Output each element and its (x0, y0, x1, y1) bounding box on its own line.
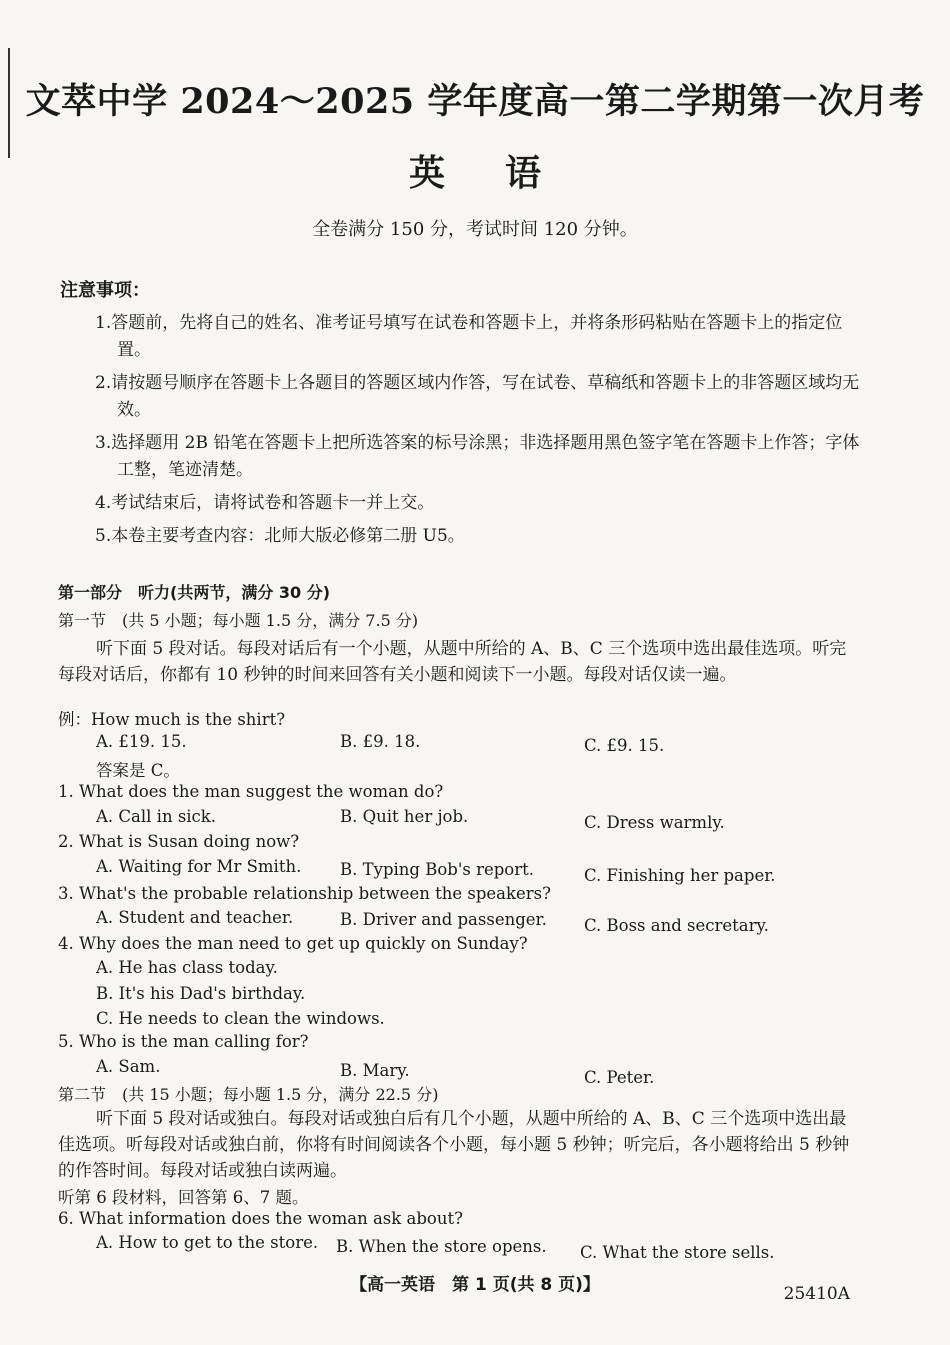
exam-info: 全卷满分 150 分，考试时间 120 分钟。 (312, 219, 638, 240)
notice-list (95, 310, 865, 556)
q6-option-b: B. When the store opens. (336, 1237, 547, 1256)
q1-option-a: A. Call in sick. (96, 807, 217, 826)
example-answer: 答案是 C。 (96, 761, 180, 780)
notice-item: 5.本卷主要考查内容：北师大版必修第二册 U5。 (95, 526, 465, 546)
exam-title: 文萃中学 2024～2025 学年度高一第二学期第一次月考 (25, 81, 925, 122)
q1-option-b: B. Quit her job. (340, 807, 469, 826)
q2-option-b: B. Typing Bob's report. (340, 860, 534, 879)
subject-title: 英语 (408, 153, 601, 194)
q3-option-c: C. Boss and secretary. (584, 916, 769, 935)
q5-option-c: C. Peter. (584, 1068, 655, 1087)
section2-instructions: 听下面 5 段对话或独白。每段对话或独白后有几个小题，从题中所给的 A、B、C 三个选项中选出最佳选项。听每段对话或独白前，你将有时间阅读各个小题，每小题 5 秒钟；听完后，各小题将给出 5 秒钟的作答时间。每段对话或独白读两遍。 (58, 1109, 850, 1181)
section2-heading: 第二节 (共 15 小题；每小题 1.5 分，满分 22.5 分) (58, 1085, 439, 1104)
q3-option-b: B. Driver and passenger. (340, 910, 547, 929)
q2-option-c: C. Finishing her paper. (584, 866, 776, 885)
q6-option-a: A. How to get to the store. (96, 1233, 319, 1252)
question-2: 2. What is Susan doing now? (58, 832, 300, 851)
question-4: 4. Why does the man need to get up quickly on Sunday? (58, 934, 528, 953)
question-1: 1. What does the man suggest the woman do? (58, 782, 444, 801)
section1-heading: 第一节 (共 5 小题；每小题 1.5 分，满分 7.5 分) (58, 611, 419, 630)
example-option-c: C. £9. 15. (584, 736, 665, 755)
notice-item: 4.考试结束后，请将试卷和答题卡一并上交。 (95, 493, 435, 513)
q5-option-a: A. Sam. (96, 1057, 161, 1076)
material-note: 听第 6 段材料，回答第 6、7 题。 (58, 1188, 309, 1207)
q4-option-b: B. It's his Dad's birthday. (96, 984, 306, 1003)
q6-option-c: C. What the store sells. (580, 1243, 775, 1262)
q4-option-c: C. He needs to clean the windows. (96, 1009, 385, 1028)
notice-item: 2.请按题号顺序在答题卡上各题目的答题区域内作答，写在试卷、草稿纸和答题卡上的非答题区域均无效。 (95, 373, 860, 420)
example-option-b: B. £9. 18. (340, 732, 421, 751)
example-option-a: A. £19. 15. (96, 732, 187, 751)
page-footer: 【高一英语 第 1 页(共 8 页)】 (350, 1275, 600, 1295)
paper-code: 25410A (783, 1284, 850, 1304)
notice-heading: 注意事项： (60, 280, 150, 301)
q1-option-c: C. Dress warmly. (584, 813, 725, 832)
part1-heading: 第一部分 听力(共两节，满分 30 分) (58, 583, 331, 602)
q3-option-a: A. Student and teacher. (96, 908, 294, 927)
example-question: 例：How much is the shirt? (58, 710, 286, 729)
q5-option-b: B. Mary. (340, 1061, 410, 1080)
question-5: 5. Who is the man calling for? (58, 1032, 309, 1051)
q2-option-a: A. Waiting for Mr Smith. (96, 857, 302, 876)
q4-option-a: A. He has class today. (96, 958, 278, 977)
question-3: 3. What's the probable relationship between the speakers? (58, 884, 551, 903)
notice-item: 3.选择题用 2B 铅笔在答题卡上把所选答案的标号涂黑；非选择题用黑色签字笔在答题卡上作答；字体工整，笔迹清楚。 (95, 433, 860, 480)
question-6: 6. What information does the woman ask about? (58, 1209, 463, 1228)
notice-item: 1.答题前，先将自己的姓名、准考证号填写在试卷和答题卡上，并将条形码粘贴在答题卡上的指定位置。 (95, 313, 843, 360)
section1-instructions: 听下面 5 段对话。每段对话后有一个小题，从题中所给的 A、B、C 三个选项中选出最佳选项。听完每段对话后，你都有 10 秒钟的时间来回答有关小题和阅读下一小题。每段对话仅读一遍。 (58, 639, 847, 685)
